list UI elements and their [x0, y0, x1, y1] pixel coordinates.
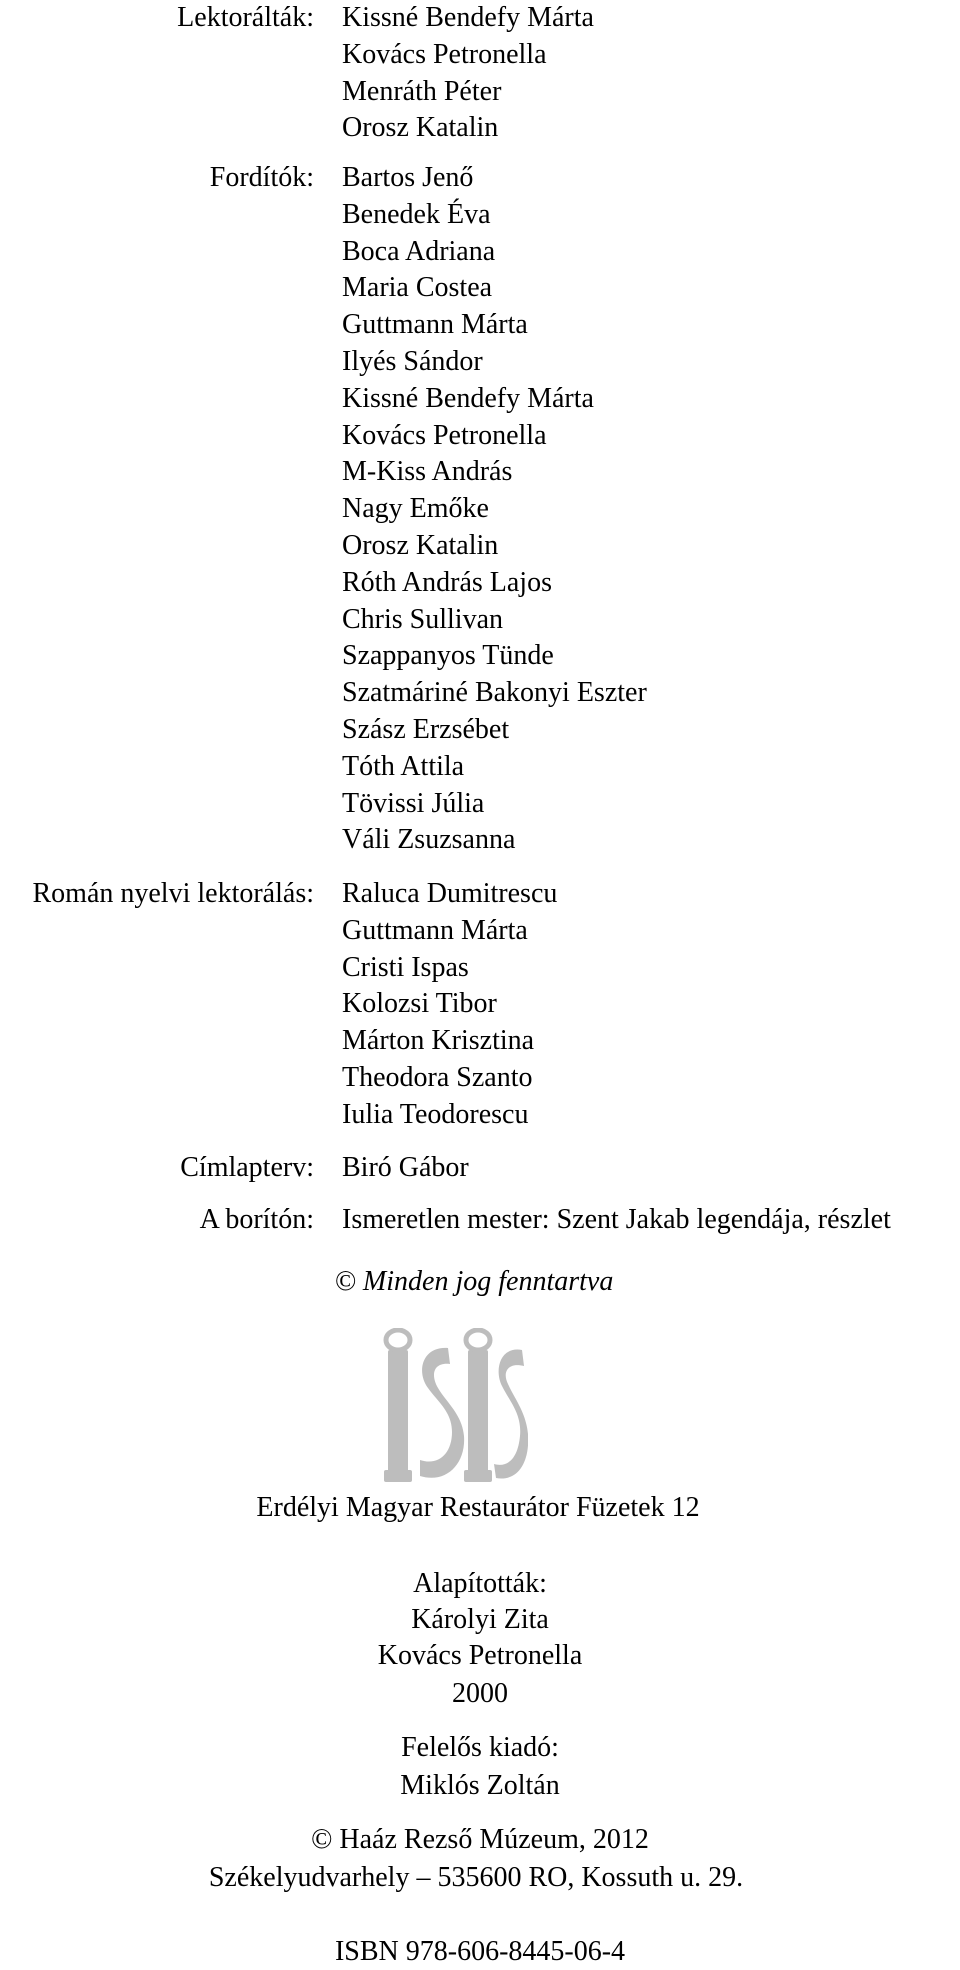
founder-name: Kovács Petronella	[377, 1640, 583, 1671]
name-item: Menráth Péter	[342, 75, 502, 107]
credit-label-translators: Fordítók:	[209, 162, 314, 193]
name-item: Ilyés Sándor	[342, 345, 483, 377]
isis-logo	[382, 1328, 528, 1488]
founded-year: 2000	[452, 1678, 508, 1709]
name-item: Szatmáriné Bakonyi Eszter	[342, 677, 647, 709]
name-item: Maria Costea	[342, 272, 493, 304]
rights-notice: © Minden jog fenntartva	[334, 1266, 614, 1297]
publisher-name: Miklós Zoltán	[400, 1770, 560, 1801]
name-item: Kovács Petronella	[342, 419, 547, 451]
name-item: Cristi Ispas	[342, 951, 469, 983]
name-item: M-Kiss András	[342, 456, 513, 488]
copyright-notice: © Haáz Rezső Múzeum, 2012	[311, 1824, 649, 1855]
name-item: Váli Zsuzsanna	[342, 824, 516, 856]
credit-label-cover-image: A borítón:	[199, 1204, 314, 1235]
name-item: Kissné Bendefy Márta	[342, 2, 594, 33]
name-item: Tóth Attila	[342, 750, 465, 782]
name-item: Kissné Bendefy Márta	[342, 382, 594, 414]
name-item: Szász Erzsébet	[342, 713, 510, 745]
credit-label-cover-design: Címlapterv:	[180, 1152, 314, 1183]
name-item: Szappanyos Tünde	[342, 640, 554, 672]
name-item: Róth András Lajos	[342, 566, 552, 598]
credit-names-cover-image	[342, 1202, 891, 1239]
name-item: Orosz Katalin	[342, 529, 499, 561]
name-item: Kolozsi Tibor	[342, 988, 497, 1020]
name-item: Kovács Petronella	[342, 38, 547, 70]
name-item: Boca Adriana	[342, 235, 496, 267]
founders-label: Alapították:	[413, 1568, 547, 1599]
credit-label-romanian-proofreading: Román nyelvi lektorálás:	[32, 878, 314, 909]
founder-name: Károlyi Zita	[411, 1604, 549, 1635]
name-item: Theodora Szanto	[342, 1061, 533, 1093]
name-item: Márton Krisztina	[342, 1025, 535, 1057]
name-item: Iulia Teodorescu	[342, 1098, 529, 1130]
name-item: Biró Gábor	[342, 1152, 469, 1183]
credit-label-reviewers: Lektorálták:	[177, 2, 314, 33]
name-item: Orosz Katalin	[342, 112, 499, 144]
credit-names-reviewers	[342, 0, 594, 147]
name-item: Benedek Éva	[342, 198, 491, 230]
credit-names-romanian-proofreading	[342, 876, 557, 1134]
name-item: Chris Sullivan	[342, 603, 504, 635]
name-item: Guttmann Márta	[342, 309, 528, 341]
name-item: Ismeretlen mester: Szent Jakab legendája, részlet	[342, 1204, 891, 1235]
publisher-label: Felelős kiadó:	[401, 1732, 559, 1763]
name-item: Bartos Jenő	[342, 162, 474, 193]
name-item: Guttmann Márta	[342, 914, 528, 946]
publisher-address: Székelyudvarhely – 535600 RO, Kossuth u. 29.	[208, 1862, 744, 1893]
isbn: ISBN 978-606-8445-06-4	[334, 1936, 626, 1967]
credit-names-cover-design	[342, 1150, 469, 1187]
name-item: Tövissi Júlia	[342, 787, 485, 819]
name-item: Nagy Emőke	[342, 493, 489, 525]
credit-names-translators	[342, 160, 647, 859]
series-title: Erdélyi Magyar Restaurátor Füzetek 12	[256, 1492, 700, 1523]
name-item: Raluca Dumitrescu	[342, 878, 558, 909]
